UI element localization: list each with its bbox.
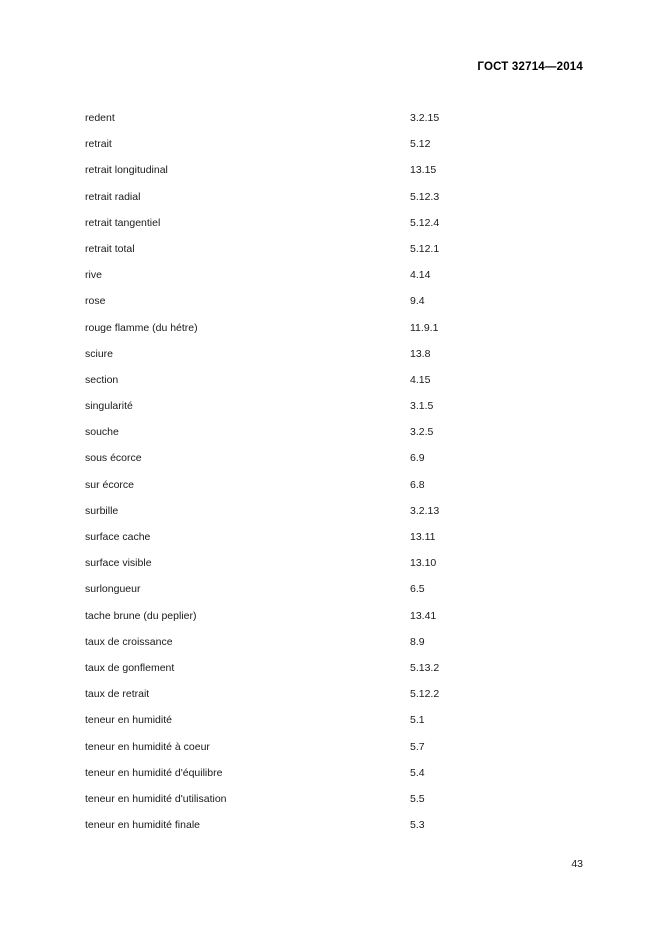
index-term: taux de croissance [85, 635, 173, 648]
index-reference: 13.41 [410, 609, 437, 622]
index-term: surbille [85, 504, 119, 517]
index-entry [85, 505, 583, 531]
index-entry [85, 164, 583, 190]
index-entry [85, 767, 583, 793]
page-number: 43 [571, 858, 583, 870]
index-term: souche [85, 426, 119, 439]
index-term: section [85, 373, 119, 386]
index-term: teneur en humidité à coeur [85, 740, 210, 753]
index-reference: 6.5 [410, 583, 425, 596]
index-term: tache brune (du peplier) [85, 609, 197, 622]
index-term: rouge flamme (du hétre) [85, 321, 198, 334]
index-reference: 13.15 [410, 164, 437, 177]
index-reference: 9.4 [410, 295, 425, 308]
index-reference: 5.12.4 [410, 216, 440, 229]
index-reference: 3.1.5 [410, 400, 434, 413]
index-reference: 5.1 [410, 714, 425, 727]
index-entry [85, 374, 583, 400]
index-entry [85, 138, 583, 164]
index-entry [85, 819, 583, 845]
index-entry [85, 688, 583, 714]
index-term: retrait [85, 138, 112, 151]
index-reference: 4.14 [410, 269, 431, 282]
index-reference: 6.8 [410, 478, 425, 491]
index-term: surface cache [85, 531, 151, 543]
page-header-standard-number: ГОСТ 32714—2014 [477, 61, 583, 73]
index-reference: 3.2.15 [410, 112, 440, 124]
index-term: sur écorce [85, 478, 135, 491]
index-reference: 5.12.1 [410, 242, 440, 255]
index-term: retrait tangentiel [85, 216, 161, 229]
index-reference: 5.4 [410, 766, 425, 779]
index-reference: 4.15 [410, 373, 431, 386]
index-entry [85, 479, 583, 505]
index-reference: 5.12.2 [410, 688, 440, 701]
index-reference: 5.7 [410, 740, 425, 753]
index-entry [85, 400, 583, 426]
index-entry [85, 531, 583, 557]
index-term: rive [85, 269, 102, 282]
index-term: surlongueur [85, 583, 141, 596]
index-term: redent [85, 112, 115, 124]
index-reference: 5.5 [410, 792, 425, 805]
index-entry [85, 191, 583, 217]
index-term: teneur en humidité finale [85, 819, 200, 832]
index-term: taux de gonflement [85, 661, 175, 674]
index-reference: 5.12.3 [410, 190, 440, 203]
index-term: taux de retrait [85, 688, 150, 701]
index-term: surface visible [85, 557, 152, 570]
index-reference: 5.13.2 [410, 661, 440, 674]
index-entry [85, 583, 583, 609]
index-entry [85, 295, 583, 321]
index-term: sous écorce [85, 452, 142, 465]
index-entry [85, 636, 583, 662]
index-entry [85, 112, 583, 138]
index-term: teneur en humidité d'utilisation [85, 792, 227, 805]
index-reference: 3.2.5 [410, 426, 434, 439]
index-term: rose [85, 295, 106, 308]
index-entry [85, 322, 583, 348]
index-entry [85, 348, 583, 374]
index-entry [85, 610, 583, 636]
index-entry [85, 714, 583, 740]
index-entry [85, 217, 583, 243]
index-entry [85, 662, 583, 688]
index-reference: 8.9 [410, 635, 425, 648]
index-reference: 6.9 [410, 452, 425, 465]
index-term: sciure [85, 347, 114, 360]
index-term: retrait longitudinal [85, 164, 168, 177]
index-reference: 11.9.1 [410, 321, 439, 334]
index-entry [85, 741, 583, 767]
index-reference: 3.2.13 [410, 504, 440, 517]
index-term: teneur en humidité d'équilibre [85, 766, 223, 779]
index-reference: 13.10 [410, 557, 437, 570]
index-entry [85, 243, 583, 269]
index-entry [85, 426, 583, 452]
index-term: retrait radial [85, 190, 141, 203]
index-reference: 13.11 [410, 531, 436, 543]
index-term: singularité [85, 400, 133, 413]
index-entry [85, 452, 583, 478]
index-reference: 13.8 [410, 347, 431, 360]
alphabetical-index-list [85, 112, 583, 845]
index-reference: 5.12 [410, 138, 431, 151]
index-entry [85, 793, 583, 819]
index-term: teneur en humidité [85, 714, 172, 727]
index-term: retrait total [85, 242, 135, 255]
index-entry [85, 269, 583, 295]
index-entry [85, 557, 583, 583]
index-reference: 5.3 [410, 819, 425, 832]
